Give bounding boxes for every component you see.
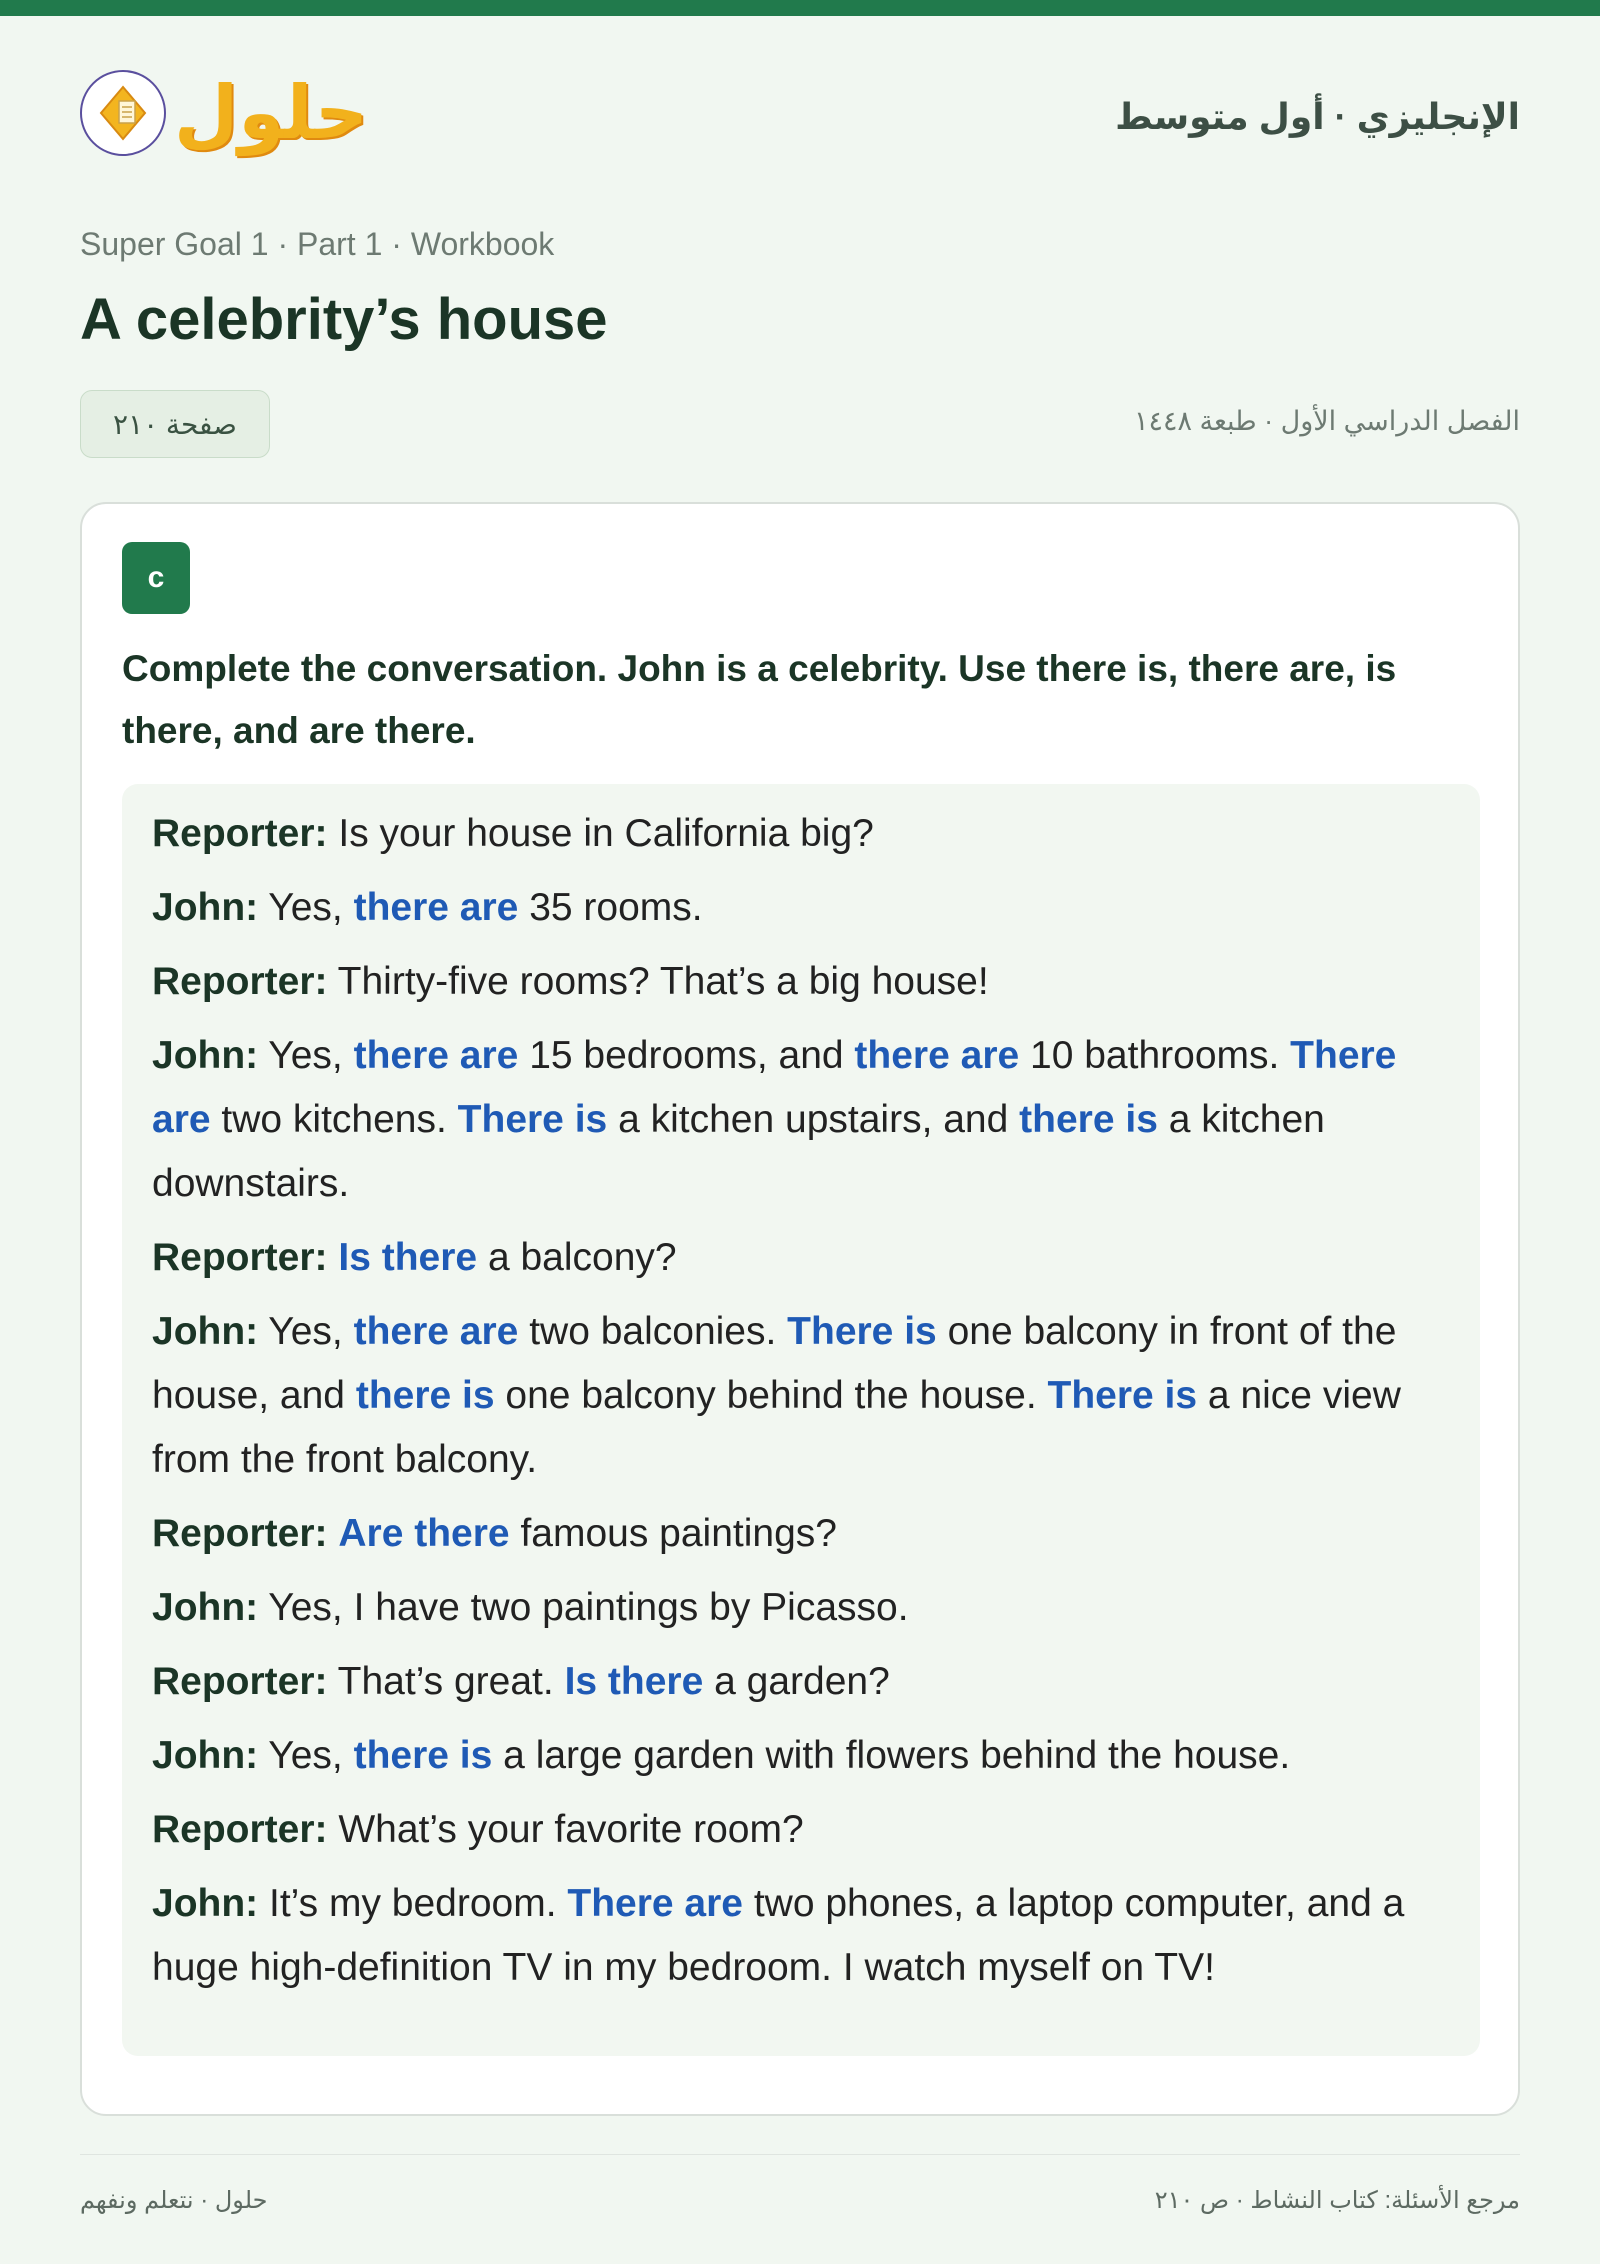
dialogue-line: John: Yes, I have two paintings by Picasso. [152,1586,909,1629]
dialogue-line: Reporter: Are there famous paintings? [152,1512,837,1555]
speaker-label: John: [152,1310,259,1353]
answer-text: there are [854,1034,1020,1077]
site-header [80,70,1520,180]
speaker-label: John: [152,1586,259,1629]
breadcrumb: Super Goal 1 · Part 1 · Workbook [80,226,555,262]
answer-text: There is [787,1310,937,1353]
answer-text: there is [1019,1098,1158,1141]
answer-text: There is [1047,1374,1198,1417]
speaker-label: Reporter: [152,960,328,1003]
dialogue-line: John: Yes, there is a large garden with flowers behind the house. [152,1734,1291,1777]
dialogue-line: John: Yes, there are two balconies. There is one balcony in front of the house, and there is one balcony behind the house. There is a nice view from the front balcony. [152,1310,1401,1481]
speaker-label: Reporter: [152,1236,328,1279]
footer-reference: مرجع الأسئلة: كتاب النشاط · ص ٢١٠ [1154,2187,1520,2214]
footer-tagline: حلول · نتعلم ونفهم [80,2187,268,2214]
dialogue-line: John: Yes, there are 15 bedrooms, and there are 10 bathrooms. There are two kitchens. There is a kitchen upstairs, and there is a kitchen downstairs. [152,1034,1397,1205]
dialogue-line: Reporter: Thirty-five rooms? That’s a big house! [152,960,989,1003]
subject-label: الإنجليزي · أول متوسط [1115,96,1520,137]
speaker-label: John: [152,1734,259,1777]
speaker-label: John: [152,1882,259,1925]
speaker-label: Reporter: [152,1808,328,1851]
exercise-card [80,502,1520,2116]
answer-text: There are [567,1882,743,1925]
dialogue-line: Reporter: That’s great. Is there a garden? [152,1660,890,1703]
dialogue-line: Reporter: Is your house in California big? [152,812,874,855]
answer-text: Are there [338,1512,510,1555]
speaker-label: John: [152,1034,259,1077]
site-logo[interactable] [80,70,368,156]
top-accent-bar [0,0,1600,16]
answer-text: there are [353,1034,519,1077]
dialogue-line: Reporter: What’s your favorite room? [152,1808,804,1851]
page-title: A celebrity’s house [80,287,608,352]
book-icon [80,70,166,156]
speaker-label: John: [152,886,259,929]
answer-text: There are [152,1034,1397,1141]
answer-text: Is there [564,1660,704,1703]
speaker-label: Reporter: [152,1660,328,1703]
speaker-label: Reporter: [152,1512,328,1555]
exercise-badge: c [122,542,190,614]
answer-text: there are [353,886,519,929]
dialogue-line: Reporter: Is there a balcony? [152,1236,677,1279]
dialogue-line: John: Yes, there are 35 rooms. [152,886,703,929]
dialogue-line: John: It’s my bedroom. There are two phones, a laptop computer, and a huge high-definition TV in my bedroom. I watch myself on TV! [152,1882,1405,1989]
edition-label: الفصل الدراسي الأول · طبعة ١٤٤٨ [1133,406,1520,436]
logo-wordmark: حلول [174,70,369,156]
exercise-instruction: Complete the conversation. John is a celebrity. Use there is, there are, is there, and are there. [122,648,1397,751]
dialogue-box [122,784,1480,2056]
answer-text: there is [353,1734,493,1777]
footer-divider [80,2154,1520,2155]
speaker-label: Reporter: [152,812,328,855]
page-number-badge: صفحة ٢١٠ [80,390,270,458]
answer-text: there is [355,1374,495,1417]
answer-text: there are [353,1310,519,1353]
answer-text: Is there [338,1236,478,1279]
answer-text: There is [457,1098,608,1141]
